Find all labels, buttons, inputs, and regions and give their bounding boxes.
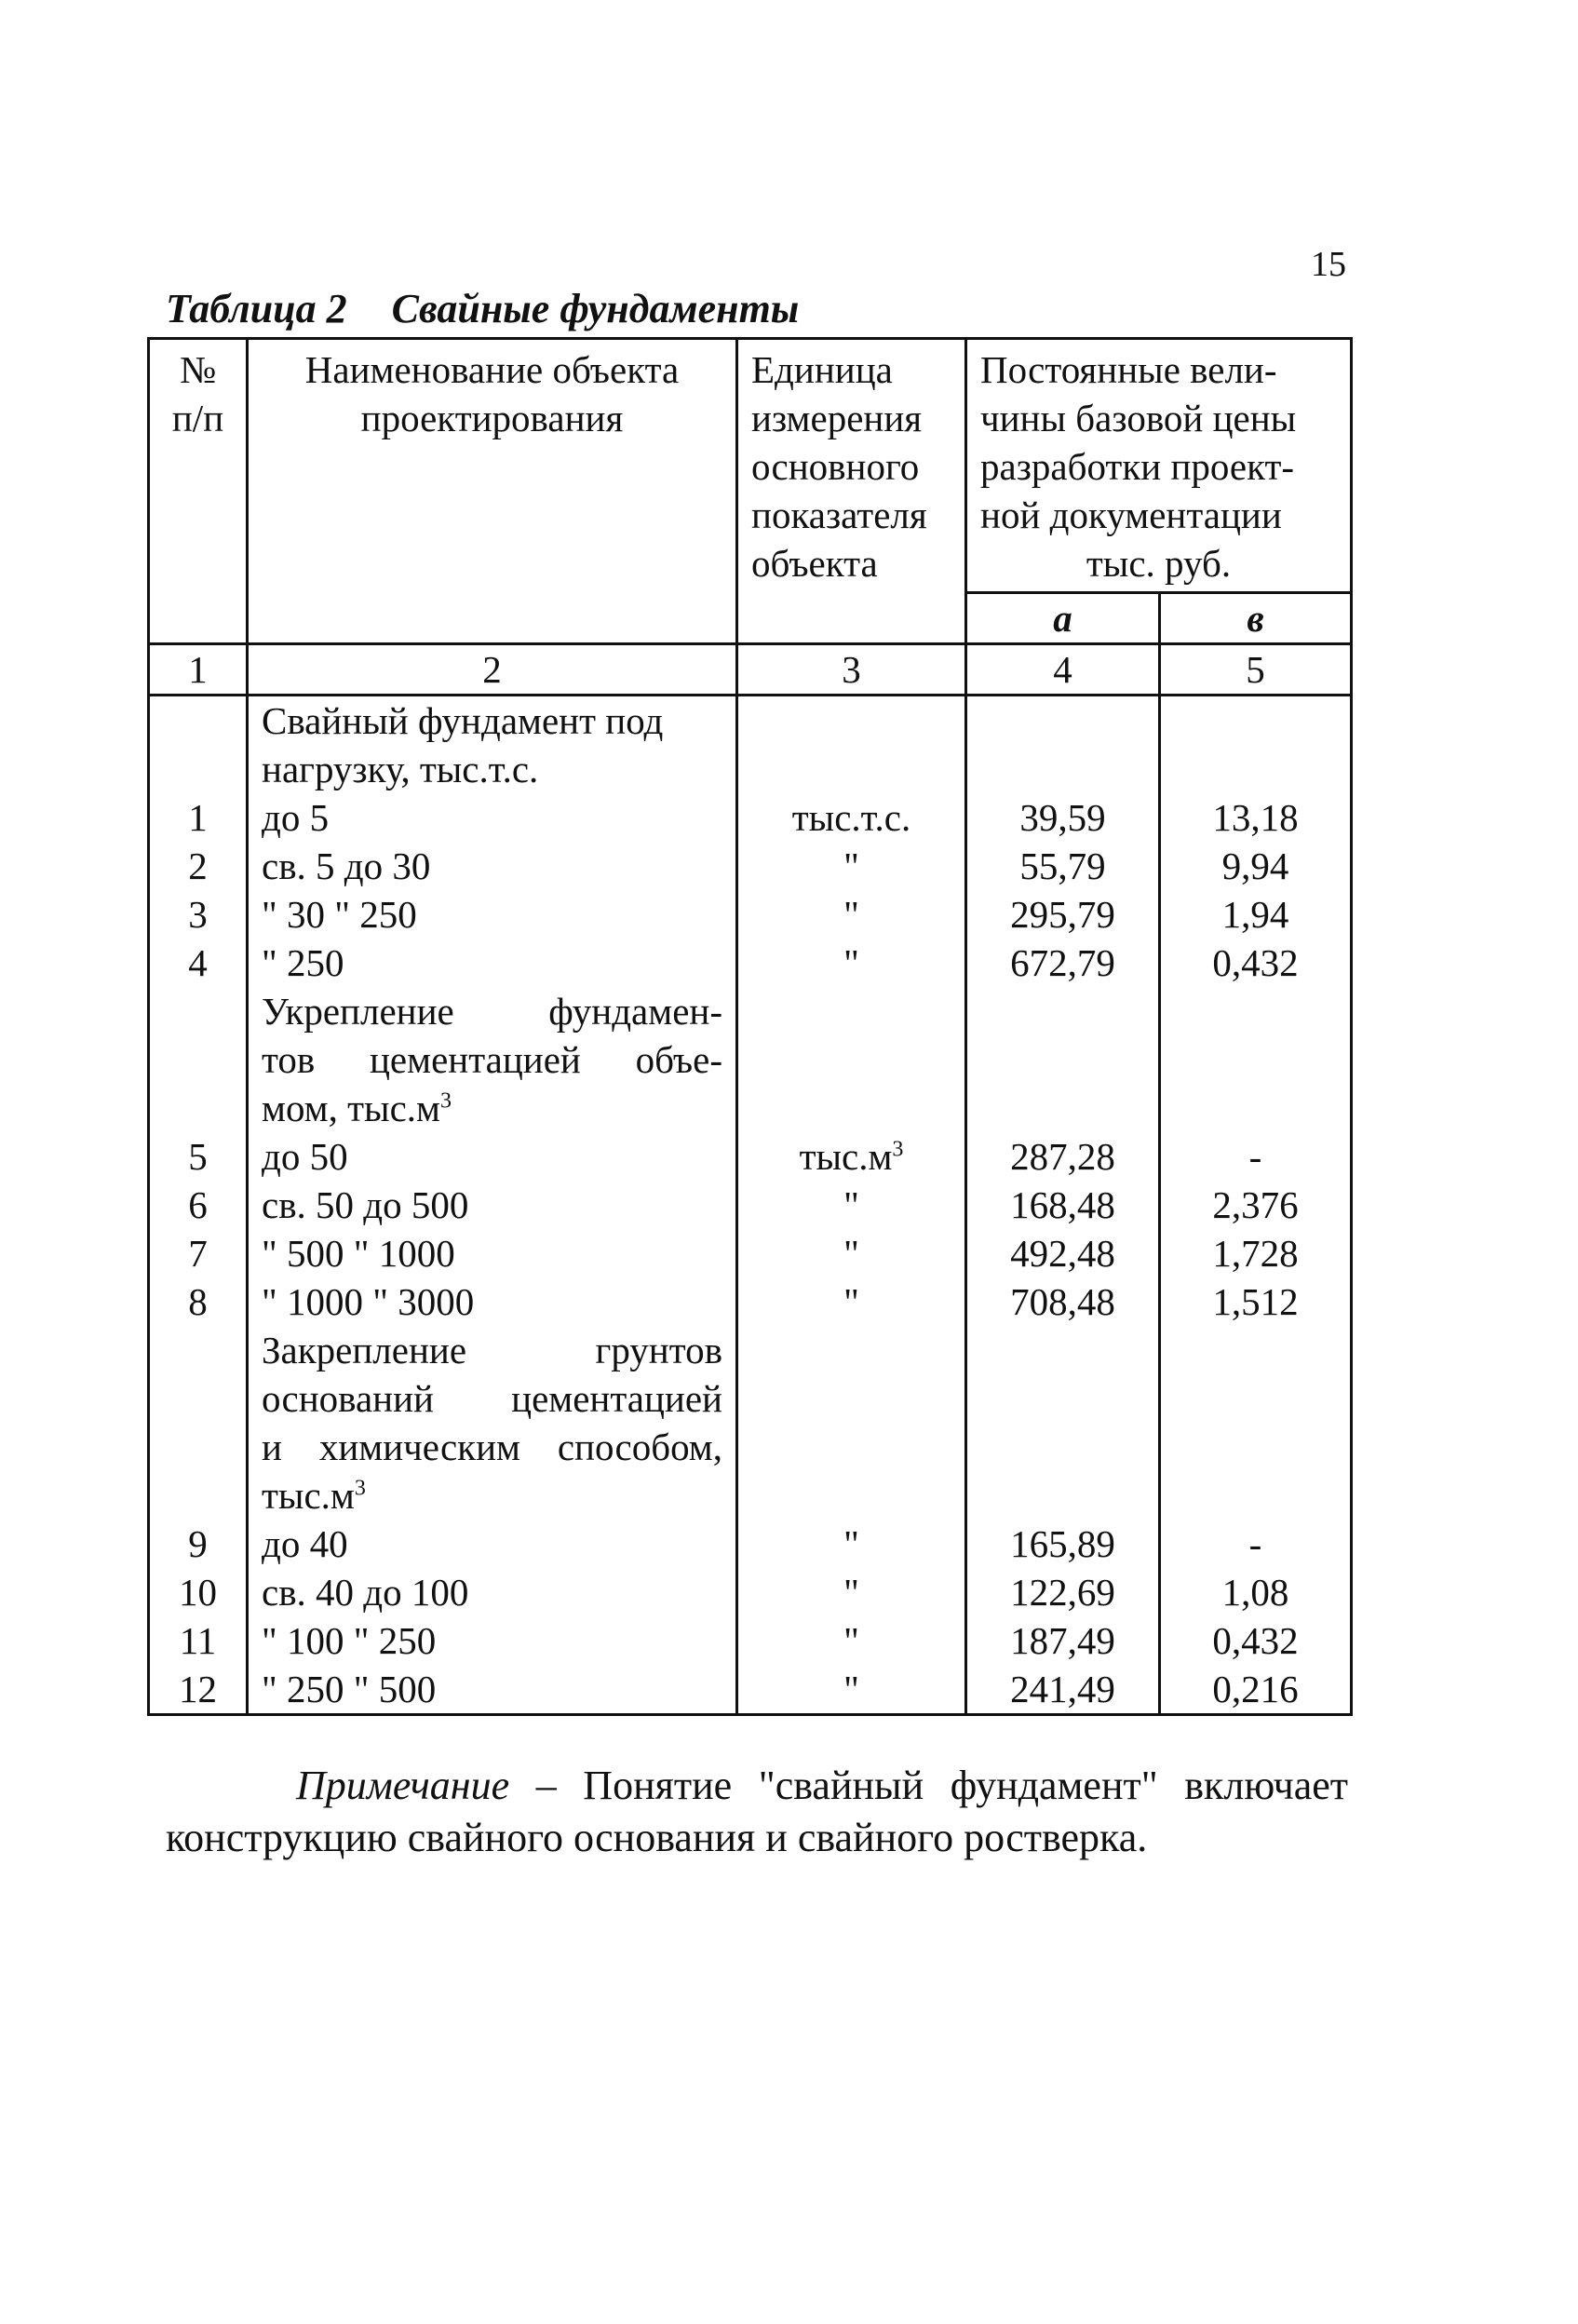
table-row <box>149 890 1352 939</box>
group-title-row <box>149 987 1352 1132</box>
row-name: " 250 " 500 <box>248 1665 737 1715</box>
page-number: 15 <box>1311 245 1346 284</box>
row-b: 9,94 <box>1160 842 1352 890</box>
header-num-line: № <box>179 348 217 391</box>
row-b: 13,18 <box>1160 793 1352 842</box>
empty-cell <box>149 696 248 794</box>
row-b: 0,216 <box>1160 1665 1352 1715</box>
group-title-row <box>149 696 1352 794</box>
row-num: 5 <box>149 1132 248 1181</box>
header-name-line: проектирования <box>360 397 624 439</box>
empty-cell <box>737 987 966 1132</box>
row-unit: тыс.т.с. <box>737 793 966 842</box>
row-name: " 250 <box>248 939 737 987</box>
row-name: св. 50 до 500 <box>248 1181 737 1229</box>
row-num: 6 <box>149 1181 248 1229</box>
group-title-line: Закрепление грунтов <box>262 1329 722 1371</box>
header-const-line: ной документации <box>980 493 1282 536</box>
row-unit: " <box>737 1277 966 1326</box>
row-a: 55,79 <box>966 842 1160 890</box>
row-a: 187,49 <box>966 1616 1160 1665</box>
header-num-line: п/п <box>171 397 224 439</box>
table-row <box>149 1616 1352 1665</box>
table-caption <box>166 285 799 332</box>
row-num: 4 <box>149 939 248 987</box>
row-b: 1,08 <box>1160 1568 1352 1616</box>
pile-foundations-table <box>147 337 1353 1716</box>
row-unit <box>737 1132 966 1181</box>
col-number: 5 <box>1160 644 1352 696</box>
empty-cell <box>1160 987 1352 1132</box>
row-name: " 30 " 250 <box>248 890 737 939</box>
superscript: 3 <box>354 1476 366 1501</box>
row-num: 2 <box>149 842 248 890</box>
col-number: 3 <box>737 644 966 696</box>
row-num: 11 <box>149 1616 248 1665</box>
header-const-line: тыс. руб. <box>1086 542 1232 585</box>
row-a: 122,69 <box>966 1568 1160 1616</box>
header-unit-line: основного <box>751 445 920 488</box>
row-unit: " <box>737 890 966 939</box>
row-a: 492,48 <box>966 1229 1160 1277</box>
header-const <box>966 339 1352 593</box>
header-unit-line: объекта <box>751 542 878 585</box>
table-title: Свайные фундаменты <box>391 286 800 331</box>
row-num: 12 <box>149 1665 248 1715</box>
row-b: - <box>1160 1132 1352 1181</box>
row-name: до 5 <box>248 793 737 842</box>
row-a: 287,28 <box>966 1132 1160 1181</box>
row-num: 1 <box>149 793 248 842</box>
row-b: - <box>1160 1520 1352 1568</box>
table-row <box>149 1132 1352 1181</box>
header-const-line: Постоянные вели- <box>980 348 1277 391</box>
row-a: 708,48 <box>966 1277 1160 1326</box>
empty-cell <box>1160 696 1352 794</box>
row-b: 1,512 <box>1160 1277 1352 1326</box>
superscript: 3 <box>439 1088 452 1114</box>
group-title-line: Свайный фундамент под <box>262 699 664 742</box>
group-title-line: оснований цементацией <box>262 1377 722 1420</box>
group-title-text: тыс.м <box>262 1474 355 1517</box>
header-unit-line: Единица <box>751 348 893 391</box>
group-title-line: Укрепление фундамен- <box>262 990 722 1033</box>
row-name: " 1000 " 3000 <box>248 1277 737 1326</box>
header-const-line: разработки проект- <box>980 445 1295 488</box>
row-num: 10 <box>149 1568 248 1616</box>
row-b: 0,432 <box>1160 1616 1352 1665</box>
row-unit: " <box>737 1665 966 1715</box>
row-unit: " <box>737 939 966 987</box>
row-b: 1,728 <box>1160 1229 1352 1277</box>
table-row <box>149 1665 1352 1715</box>
row-unit: " <box>737 1616 966 1665</box>
table-row <box>149 1277 1352 1326</box>
row-num: 3 <box>149 890 248 939</box>
group-title-row <box>149 1326 1352 1520</box>
row-unit-text: тыс.м <box>799 1135 893 1178</box>
header-name <box>248 339 737 644</box>
header-unit <box>737 339 966 644</box>
subheader-b: в <box>1160 593 1352 644</box>
table-row <box>149 793 1352 842</box>
subheader-a: а <box>966 593 1160 644</box>
row-a: 168,48 <box>966 1181 1160 1229</box>
group-title-text: мом, тыс.м <box>262 1087 440 1129</box>
header-row <box>149 339 1352 593</box>
row-b: 2,376 <box>1160 1181 1352 1229</box>
header-unit-line: показателя <box>751 493 927 536</box>
row-unit: " <box>737 842 966 890</box>
header-const-line: чины базовой цены <box>980 397 1297 439</box>
row-b: 1,94 <box>1160 890 1352 939</box>
row-a: 672,79 <box>966 939 1160 987</box>
row-name: св. 40 до 100 <box>248 1568 737 1616</box>
superscript: 3 <box>892 1137 904 1162</box>
row-num: 8 <box>149 1277 248 1326</box>
table-row <box>149 1520 1352 1568</box>
row-num: 9 <box>149 1520 248 1568</box>
row-unit: " <box>737 1181 966 1229</box>
row-a: 165,89 <box>966 1520 1160 1568</box>
row-unit: " <box>737 1568 966 1616</box>
empty-cell <box>149 1326 248 1520</box>
row-a: 241,49 <box>966 1665 1160 1715</box>
group-title <box>248 696 737 794</box>
col-number: 1 <box>149 644 248 696</box>
group-title-line: и химическим способом, <box>262 1425 722 1468</box>
empty-cell <box>737 1326 966 1520</box>
row-a: 295,79 <box>966 890 1160 939</box>
row-name: " 500 " 1000 <box>248 1229 737 1277</box>
note-text: – Понятие "свайный фундамент" включает конструкцию свайного основания и свайного ростверка. <box>166 1763 1348 1860</box>
table-row <box>149 1568 1352 1616</box>
group-title <box>248 987 737 1132</box>
table-row <box>149 842 1352 890</box>
footnote <box>166 1760 1348 1864</box>
empty-cell <box>966 696 1160 794</box>
note-label: Примечание <box>296 1763 510 1808</box>
row-unit: " <box>737 1520 966 1568</box>
row-unit: " <box>737 1229 966 1277</box>
group-title-line <box>262 1084 722 1132</box>
empty-cell <box>966 987 1160 1132</box>
empty-cell <box>737 696 966 794</box>
row-name: св. 5 до 30 <box>248 842 737 890</box>
row-name: до 40 <box>248 1520 737 1568</box>
empty-cell <box>966 1326 1160 1520</box>
col-number: 2 <box>248 644 737 696</box>
group-title-line <box>262 1471 722 1520</box>
row-num: 7 <box>149 1229 248 1277</box>
group-title-line: тов цементацией объе- <box>262 1038 722 1081</box>
column-number-row <box>149 644 1352 696</box>
table-row <box>149 1229 1352 1277</box>
header-num <box>149 339 248 644</box>
row-name: до 50 <box>248 1132 737 1181</box>
row-a: 39,59 <box>966 793 1160 842</box>
group-title-line: нагрузку, тыс.т.с. <box>262 748 539 790</box>
header-name-line: Наименование объекта <box>304 348 680 391</box>
col-number: 4 <box>966 644 1160 696</box>
table-row <box>149 1181 1352 1229</box>
header-unit-line: измерения <box>751 397 923 439</box>
row-name: " 100 " 250 <box>248 1616 737 1665</box>
table-row <box>149 939 1352 987</box>
row-b: 0,432 <box>1160 939 1352 987</box>
empty-cell <box>1160 1326 1352 1520</box>
empty-cell <box>149 987 248 1132</box>
table-label: Таблица 2 <box>166 286 347 331</box>
group-title <box>248 1326 737 1520</box>
